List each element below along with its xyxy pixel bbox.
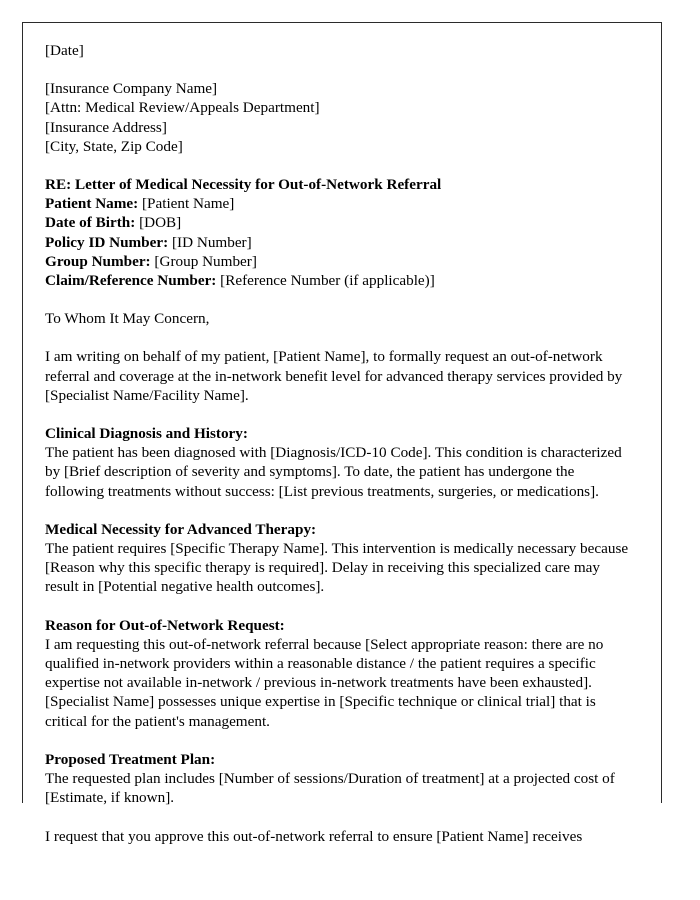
field-label: Date of Birth: <box>45 214 136 232</box>
spacer-after-section-1 <box>45 501 635 520</box>
section-body: I am requesting this out-of-network referral because [Select appropriate reason: there are no qualified in-network providers within a reasonable distance / the patient requires a specific expertise not available in-network / previous in-network treatments have been exhausted]. [Specialist Name] possesses unique expertise in [Specific technique or clinical trial] that is critical for the patient's management. <box>45 635 604 730</box>
address-line-3: [Insurance Address] <box>45 118 167 136</box>
letter-body <box>23 23 661 846</box>
spacer-after-opening <box>45 405 635 424</box>
section-heading: Medical Necessity for Advanced Therapy: <box>45 520 317 538</box>
field-policy-id <box>45 233 635 252</box>
section-body: The patient requires [Specific Therapy Name]. This intervention is medically necessary because [Reason why this specific therapy is required]. Delay in receiving this specialized care may result in [Potential negative health outcomes]. <box>45 540 629 596</box>
spacer-after-date <box>45 60 635 79</box>
salutation: To Whom It May Concern, <box>45 310 210 328</box>
opening-paragraph: I am writing on behalf of my patient, [Patient Name], to formally request an out-of-network referral and coverage at the in-network benefit level for advanced therapy services provided by [Specialist Name/Facility Name]. <box>45 348 623 404</box>
section-heading: Reason for Out-of-Network Request: <box>45 616 285 634</box>
address-line-1: [Insurance Company Name] <box>45 80 218 98</box>
field-value: [Group Number] <box>150 252 257 270</box>
section-body: The requested plan includes [Number of sessions/Duration of treatment] at a projected cost of [Estimate, if known]. <box>45 770 615 807</box>
section-proposed-treatment-plan <box>45 750 635 808</box>
section-body: The patient has been diagnosed with [Diagnosis/ICD-10 Code]. This condition is characterized by [Brief description of severity and symptoms]. To date, the patient has undergone the following treatments without success: [List previous treatments, surgeries, or medications]. <box>45 444 622 500</box>
recipient-address-block <box>45 79 635 156</box>
field-value: [ID Number] <box>168 233 252 251</box>
spacer-after-reference <box>45 290 635 309</box>
subject-label: RE: <box>45 176 72 194</box>
field-value: [Reference Number (if applicable)] <box>216 272 435 290</box>
spacer-before-closing <box>45 808 635 827</box>
section-clinical-diagnosis <box>45 424 635 501</box>
subject-line <box>45 175 635 194</box>
field-label: Policy ID Number: <box>45 233 169 251</box>
section-heading: Clinical Diagnosis and History: <box>45 425 248 443</box>
spacer-after-section-3 <box>45 731 635 750</box>
address-line-2: [Attn: Medical Review/Appeals Department] <box>45 99 320 117</box>
reference-block <box>45 175 635 290</box>
section-medical-necessity <box>45 520 635 597</box>
field-label: Group Number: <box>45 252 151 270</box>
spacer-after-section-2 <box>45 597 635 616</box>
section-heading: Proposed Treatment Plan: <box>45 750 216 768</box>
field-patient-name <box>45 194 635 213</box>
section-reason-out-of-network <box>45 616 635 731</box>
spacer-after-salutation <box>45 328 635 347</box>
field-label: Claim/Reference Number: <box>45 272 217 290</box>
field-label: Patient Name: <box>45 195 139 213</box>
field-value: [Patient Name] <box>138 195 235 213</box>
address-line-4: [City, State, Zip Code] <box>45 137 183 155</box>
letter-page <box>22 22 662 845</box>
spacer-after-address <box>45 156 635 175</box>
field-group-number <box>45 252 635 271</box>
field-claim-reference <box>45 271 635 290</box>
field-date-of-birth <box>45 213 635 232</box>
closing-paragraph: I request that you approve this out-of-network referral to ensure [Patient Name] receives <box>45 827 583 845</box>
date-line: [Date] <box>45 42 84 59</box>
field-value: [DOB] <box>135 214 182 232</box>
subject-value: Letter of Medical Necessity for Out-of-Network Referral <box>71 176 442 194</box>
